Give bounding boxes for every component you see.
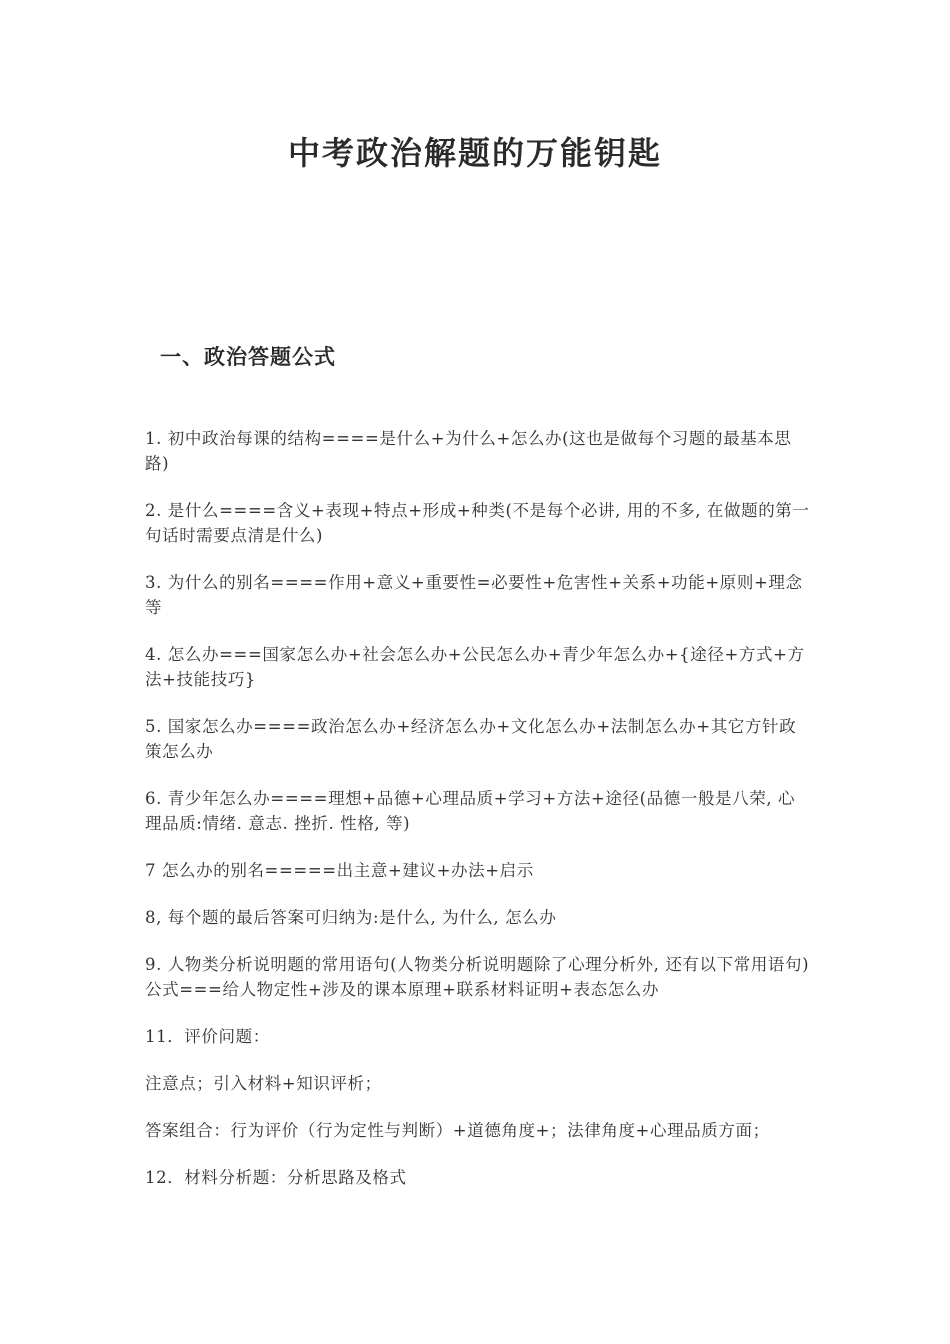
section-heading: 一、政治答题公式 (160, 344, 336, 369)
paragraph-12: 12．材料分析题：分析思路及格式 (145, 1168, 407, 1187)
paragraph-5: 5. 国家怎么办====政治怎么办+经济怎么办+文化怎么办+法制怎么办+其它方针政策怎么办 (145, 717, 797, 761)
paragraph-7: 7 怎么办的别名=====出主意+建议+办法+启示 (145, 861, 534, 880)
paragraph-answer-combo: 答案组合：行为评价（行为定性与判断）+道德角度+；法律角度+心理品质方面； (145, 1121, 770, 1140)
paragraph-2: 2. 是什么====含义+表现+特点+形成+种类(不是每个必讲, 用的不多, 在做题的第一句话时需要点清是什么) (145, 501, 810, 545)
paragraph-6: 6. 青少年怎么办====理想+品德+心理品质+学习+方法+途径(品德一般是八荣, 心理品质:情绪. 意志. 挫折. 性格, 等) (145, 789, 796, 833)
paragraph-1: 1. 初中政治每课的结构====是什么+为什么+怎么办(这也是做每个习题的最基本思路) (145, 429, 792, 473)
paragraph-9: 9. 人物类分析说明题的常用语句(人物类分析说明题除了心理分析外, 还有以下常用语句)公式===给人物定性+涉及的课本原理+联系材料证明+表态怎么办 (145, 955, 810, 999)
paragraph-11: 11．评价问题： (145, 1027, 270, 1046)
paragraph-note: 注意点；引入材料+知识评析； (145, 1074, 382, 1093)
paragraph-4: 4. 怎么办===国家怎么办+社会怎么办+公民怎么办+青少年怎么办+{途径+方式+方法+技能技巧} (145, 645, 805, 689)
document-body (145, 426, 810, 1212)
paragraph-8: 8, 每个题的最后答案可归纳为:是什么, 为什么, 怎么办 (145, 908, 557, 927)
document-title: 中考政治解题的万能钥匙 (287, 134, 662, 172)
paragraph-3: 3. 为什么的别名====作用+意义+重要性=必要性+危害性+关系+功能+原则+理念等 (145, 573, 803, 617)
